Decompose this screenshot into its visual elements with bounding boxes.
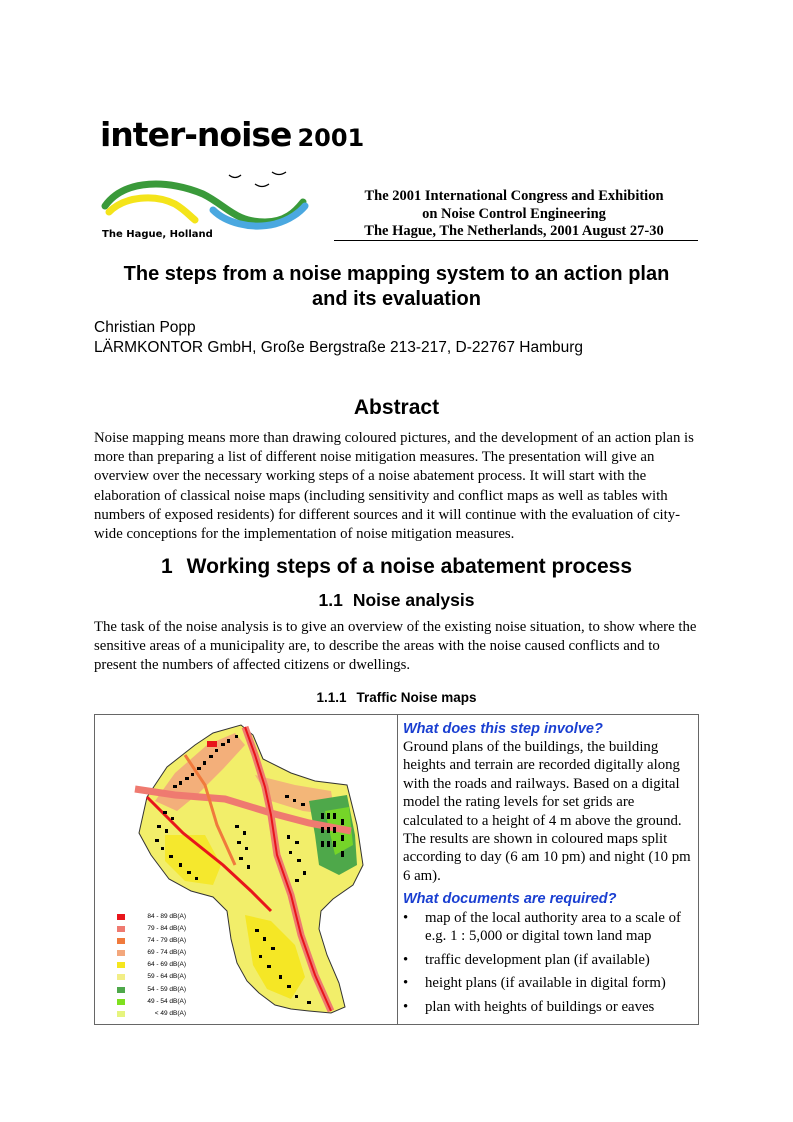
bullet-icon: • — [403, 951, 409, 968]
author-affiliation: LÄRMKONTOR GmbH, Große Bergstraße 213-217, D-22767 Hamburg — [94, 339, 584, 356]
step-involve-heading: What does this step involve? — [403, 721, 603, 737]
conference-line-1: The 2001 International Congress and Exhibition — [364, 188, 664, 204]
logo-city: The Hague, Holland — [102, 229, 213, 240]
abstract-heading: Abstract — [353, 396, 440, 419]
legend-label: < 49 dB(A) — [154, 1009, 186, 1017]
section-1-1-1-title: Traffic Noise maps — [356, 690, 477, 705]
legend-label: 84 - 89 dB(A) — [147, 913, 186, 920]
noise-map-image — [95, 715, 395, 1024]
logo-year: 2001 — [297, 124, 365, 152]
author-name: Christian Popp — [94, 319, 196, 336]
legend-label: 69 - 74 dB(A) — [147, 949, 186, 957]
document-item-text: map of the local authority area to a scale of e.g. 1 : 5,000 or digital town land map — [425, 910, 681, 945]
section-1-1-1-heading — [94, 690, 699, 705]
legend-swatch — [117, 987, 125, 993]
bullet-icon: • — [403, 975, 409, 992]
list-item — [398, 909, 698, 946]
conference-header — [330, 188, 698, 241]
bullet-icon: • — [403, 998, 409, 1015]
step-table — [94, 714, 699, 1025]
header-divider — [334, 240, 698, 241]
list-item — [398, 974, 698, 992]
list-item — [398, 998, 698, 1016]
conference-line-3: The Hague, The Netherlands, 2001 August 27-30 — [364, 223, 664, 239]
legend-label: 64 - 69 dB(A) — [147, 961, 186, 969]
noise-map-cell — [95, 715, 398, 1024]
documents-required-list — [398, 909, 698, 1021]
section-1-1-1-number: 1.1.1 — [316, 690, 347, 705]
section-1-1-heading — [94, 590, 699, 611]
section-1-title: Working steps of a noise abatement process — [186, 555, 633, 578]
paper-title — [94, 262, 699, 312]
document-item-text: height plans (if available in digital form) — [425, 975, 666, 992]
section-1-1-title: Noise analysis — [352, 590, 475, 610]
legend-label: 49 - 54 dB(A) — [147, 997, 186, 1005]
legend-swatch — [117, 926, 125, 932]
section-1-1-number: 1.1 — [318, 590, 343, 610]
legend-swatch — [117, 950, 125, 956]
logo-title: inter-noise — [100, 115, 292, 154]
conference-logo-wordmark — [100, 115, 365, 154]
author-block — [94, 318, 583, 358]
document-item-text: traffic development plan (if available) — [425, 951, 650, 968]
legend-label: 74 - 79 dB(A) — [147, 937, 186, 945]
conference-line-2: on Noise Control Engineering — [422, 205, 606, 222]
section-1-heading — [94, 555, 699, 579]
section-1-number: 1 — [160, 555, 173, 578]
legend-swatch — [117, 1011, 125, 1017]
bullet-icon: • — [403, 910, 409, 926]
legend-swatch — [117, 974, 125, 980]
legend-label: 54 - 59 dB(A) — [147, 985, 186, 993]
step-description-cell — [398, 715, 698, 1024]
legend-swatch — [117, 999, 125, 1005]
legend-swatch — [117, 914, 125, 920]
legend-swatch — [117, 962, 125, 968]
section-1-1-body: The task of the noise analysis is to give an overview of the existing noise situation, to show where the sensitive areas of a municipality are, to describe the areas with the noise caused conflicts and to present the numbers of affected citizens or dwellings. — [94, 619, 697, 674]
wave-logo-graphic — [95, 160, 315, 232]
legend-swatch — [117, 938, 125, 944]
step-involve-text: Ground plans of the buildings, the building heights and terrain are recorded digitally along with the roads and railways. Based on a digital model the rating levels for set grids are calculated to a height of 4 m above the ground. The results are shown in coloured maps split according to day (6 am 10 pm) and night (10 pm 6 am). — [403, 739, 691, 884]
paper-title-line-2: and its evaluation — [312, 288, 481, 310]
legend-label: 59 - 64 dB(A) — [147, 973, 186, 981]
paper-title-line-1: The steps from a noise mapping system to an action plan — [123, 263, 670, 285]
legend-label: 79 - 84 dB(A) — [147, 925, 186, 933]
abstract-body: Noise mapping means more than drawing coloured pictures, and the development of an action plan is more than preparing a list of different noise mitigation measures. The presentation will give an overview over the necessary working steps of a noise abatement process. It will start with the elaboration of classical noise maps (including sensitivity and conflict maps as well as tables with numbers of exposed residents) for different sources and it will continue with the evaluation of city-wide conceptions for the implementation of noise mitigation measures. — [94, 430, 694, 543]
list-item — [398, 951, 698, 969]
documents-required-heading: What documents are required? — [403, 891, 617, 907]
document-item-text: plan with heights of buildings or eaves — [425, 998, 655, 1015]
